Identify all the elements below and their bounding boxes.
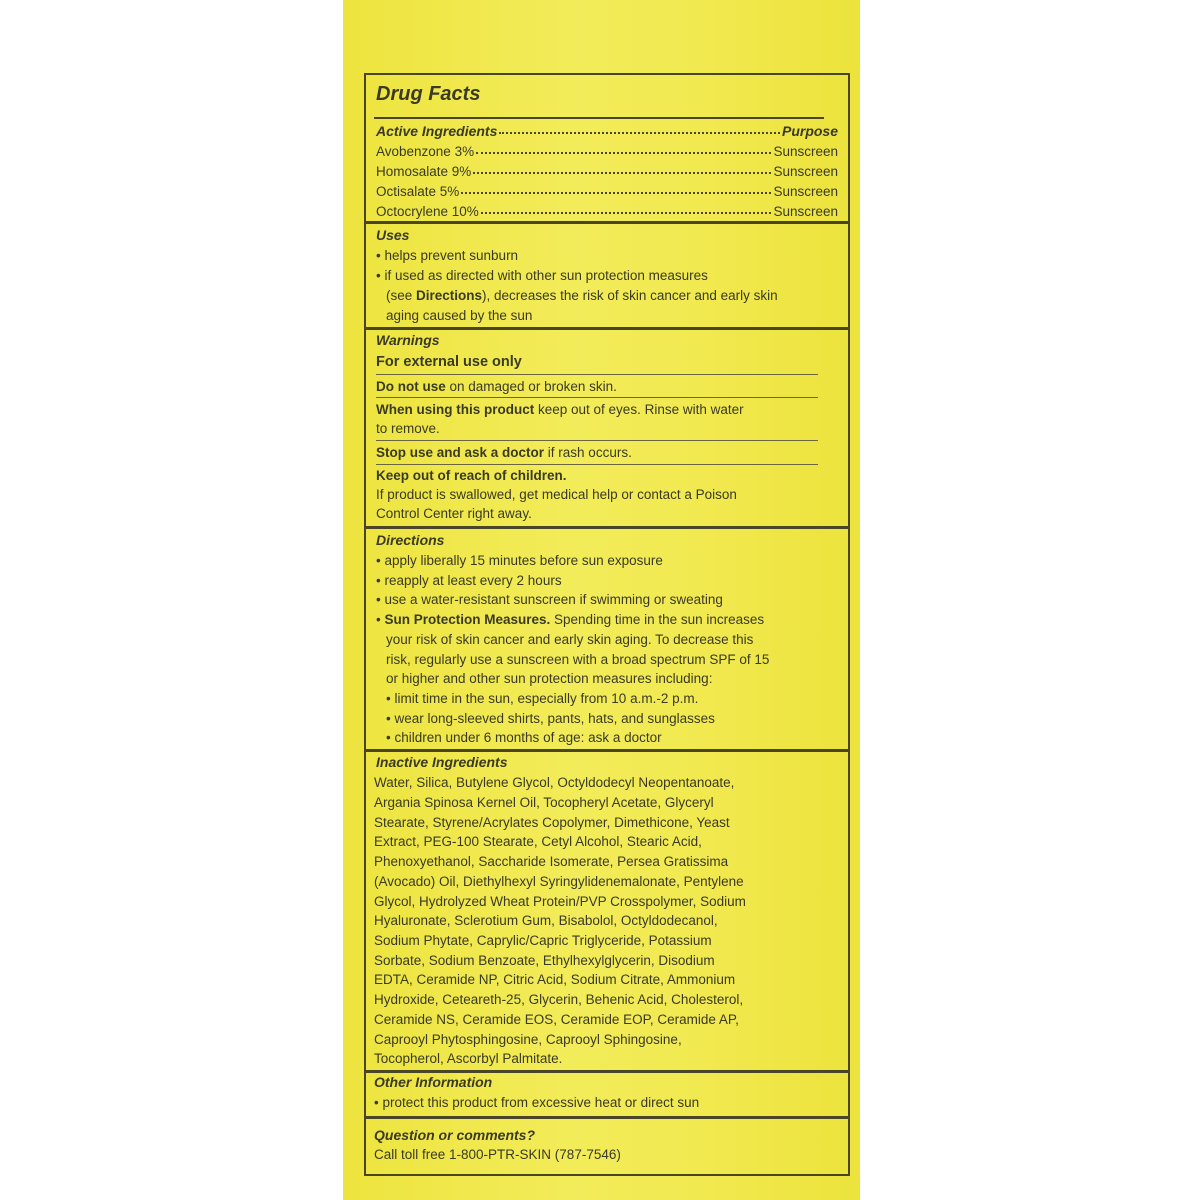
active-ingredients-heading: Active Ingredients — [376, 123, 498, 139]
directions-line: • children under 6 months of age: ask a doctor — [386, 730, 662, 745]
inactive-line: Hydroxide, Ceteareth-25, Glycerin, Behenic Acid, Cholesterol, — [374, 992, 744, 1007]
inactive-line: Caprooyl Phytosphingosine, Caprooyl Sphingosine, — [374, 1032, 682, 1047]
uses-line: aging caused by the sun — [386, 308, 533, 323]
active-header-row — [376, 119, 838, 139]
inactive-heading: Inactive Ingredients — [376, 754, 508, 770]
section-divider — [366, 221, 848, 224]
directions-line: • limit time in the sun, especially from 10 a.m.-2 p.m. — [386, 691, 699, 706]
active-ingredient-name: Avobenzone 3% — [376, 144, 475, 159]
swallow-warning: If product is swallowed, get medical help or contact a Poison — [376, 487, 737, 502]
uses-line: • if used as directed with other sun protection measures — [376, 268, 708, 283]
warnings-heading: Warnings — [376, 332, 440, 348]
drug-facts-box — [364, 73, 850, 1176]
questions-line: Call toll free 1-800-PTR-SKIN (787-7546) — [374, 1147, 621, 1162]
external-use-warning: For external use only — [376, 354, 522, 370]
section-divider — [366, 1116, 848, 1119]
active-ingredient-purpose: Sunscreen — [773, 164, 838, 179]
directions-line: • wear long-sleeved shirts, pants, hats, and sunglasses — [386, 711, 715, 726]
directions-line: • apply liberally 15 minutes before sun exposure — [376, 553, 663, 568]
uses-heading: Uses — [376, 227, 410, 243]
active-ingredient-purpose: Sunscreen — [773, 204, 838, 219]
keep-out-warning: Keep out of reach of children. — [376, 468, 567, 483]
inactive-line: Phenoxyethanol, Saccharide Isomerate, Persea Gratissima — [374, 854, 729, 869]
stop-use-warning: Stop use and ask a doctor if rash occurs. — [376, 445, 632, 460]
inactive-line: Extract, PEG-100 Stearate, Cetyl Alcohol, Stearic Acid, — [374, 834, 702, 849]
section-divider — [366, 327, 848, 330]
directions-line: • use a water-resistant sunscreen if swimming or sweating — [376, 592, 723, 607]
inactive-line: Tocopherol, Ascorbyl Palmitate. — [374, 1051, 563, 1066]
active-ingredient-name: Octisalate 5% — [376, 184, 460, 199]
directions-line: • reapply at least every 2 hours — [376, 573, 562, 588]
active-row — [376, 199, 838, 219]
directions-line: risk, regularly use a sunscreen with a broad spectrum SPF of 15 — [386, 652, 770, 667]
inactive-line: Hyaluronate, Sclerotium Gum, Bisabolol, Octyldodecanol, — [374, 913, 718, 928]
inactive-line: Stearate, Styrene/Acrylates Copolymer, Dimethicone, Yeast — [374, 815, 730, 830]
other-info-line: • protect this product from excessive heat or direct sun — [374, 1095, 700, 1110]
active-ingredient-purpose: Sunscreen — [773, 184, 838, 199]
active-ingredient-purpose: Sunscreen — [773, 144, 838, 159]
inactive-line: EDTA, Ceramide NP, Citric Acid, Sodium Citrate, Ammonium — [374, 972, 736, 987]
uses-line: • helps prevent sunburn — [376, 248, 519, 263]
active-row — [376, 139, 838, 159]
questions-heading: Question or comments? — [374, 1127, 536, 1143]
when-using-warning-cont: to remove. — [376, 421, 440, 436]
other-info-heading: Other Information — [374, 1074, 493, 1090]
active-row — [376, 159, 838, 179]
directions-heading: Directions — [376, 532, 445, 548]
section-divider — [366, 526, 848, 529]
purpose-heading: Purpose — [781, 123, 838, 139]
inactive-line: Sodium Phytate, Caprylic/Capric Triglyceride, Potassium — [374, 933, 712, 948]
active-row — [376, 179, 838, 199]
inactive-line: Glycol, Hydrolyzed Wheat Protein/PVP Crosspolymer, Sodium — [374, 894, 746, 909]
do-not-use-warning: Do not use on damaged or broken skin. — [376, 379, 617, 394]
active-ingredient-name: Octocrylene 10% — [376, 204, 479, 219]
drug-facts-title: Drug Facts — [376, 83, 481, 105]
inactive-line: Water, Silica, Butylene Glycol, Octyldodecyl Neopentanoate, — [374, 775, 735, 790]
inactive-line: Sorbate, Sodium Benzoate, Ethylhexylglycerin, Disodium — [374, 953, 715, 968]
uses-line: (see Directions), decreases the risk of skin cancer and early skin — [386, 288, 778, 303]
inactive-line: (Avocado) Oil, Diethylhexyl Syringylidenemalonate, Pentylene — [374, 874, 744, 889]
when-using-warning: When using this product keep out of eyes. Rinse with water — [376, 402, 744, 417]
inactive-line: Argania Spinosa Kernel Oil, Tocopheryl Acetate, Glyceryl — [374, 795, 714, 810]
inactive-line: Ceramide NS, Ceramide EOS, Ceramide EOP, Ceramide AP, — [374, 1012, 739, 1027]
directions-line: or higher and other sun protection measures including: — [386, 671, 713, 686]
active-ingredient-name: Homosalate 9% — [376, 164, 472, 179]
directions-line: • Sun Protection Measures. Spending time in the sun increases — [376, 612, 765, 627]
swallow-warning: Control Center right away. — [376, 506, 532, 521]
section-divider — [366, 749, 848, 752]
directions-line: your risk of skin cancer and early skin aging. To decrease this — [386, 632, 754, 647]
